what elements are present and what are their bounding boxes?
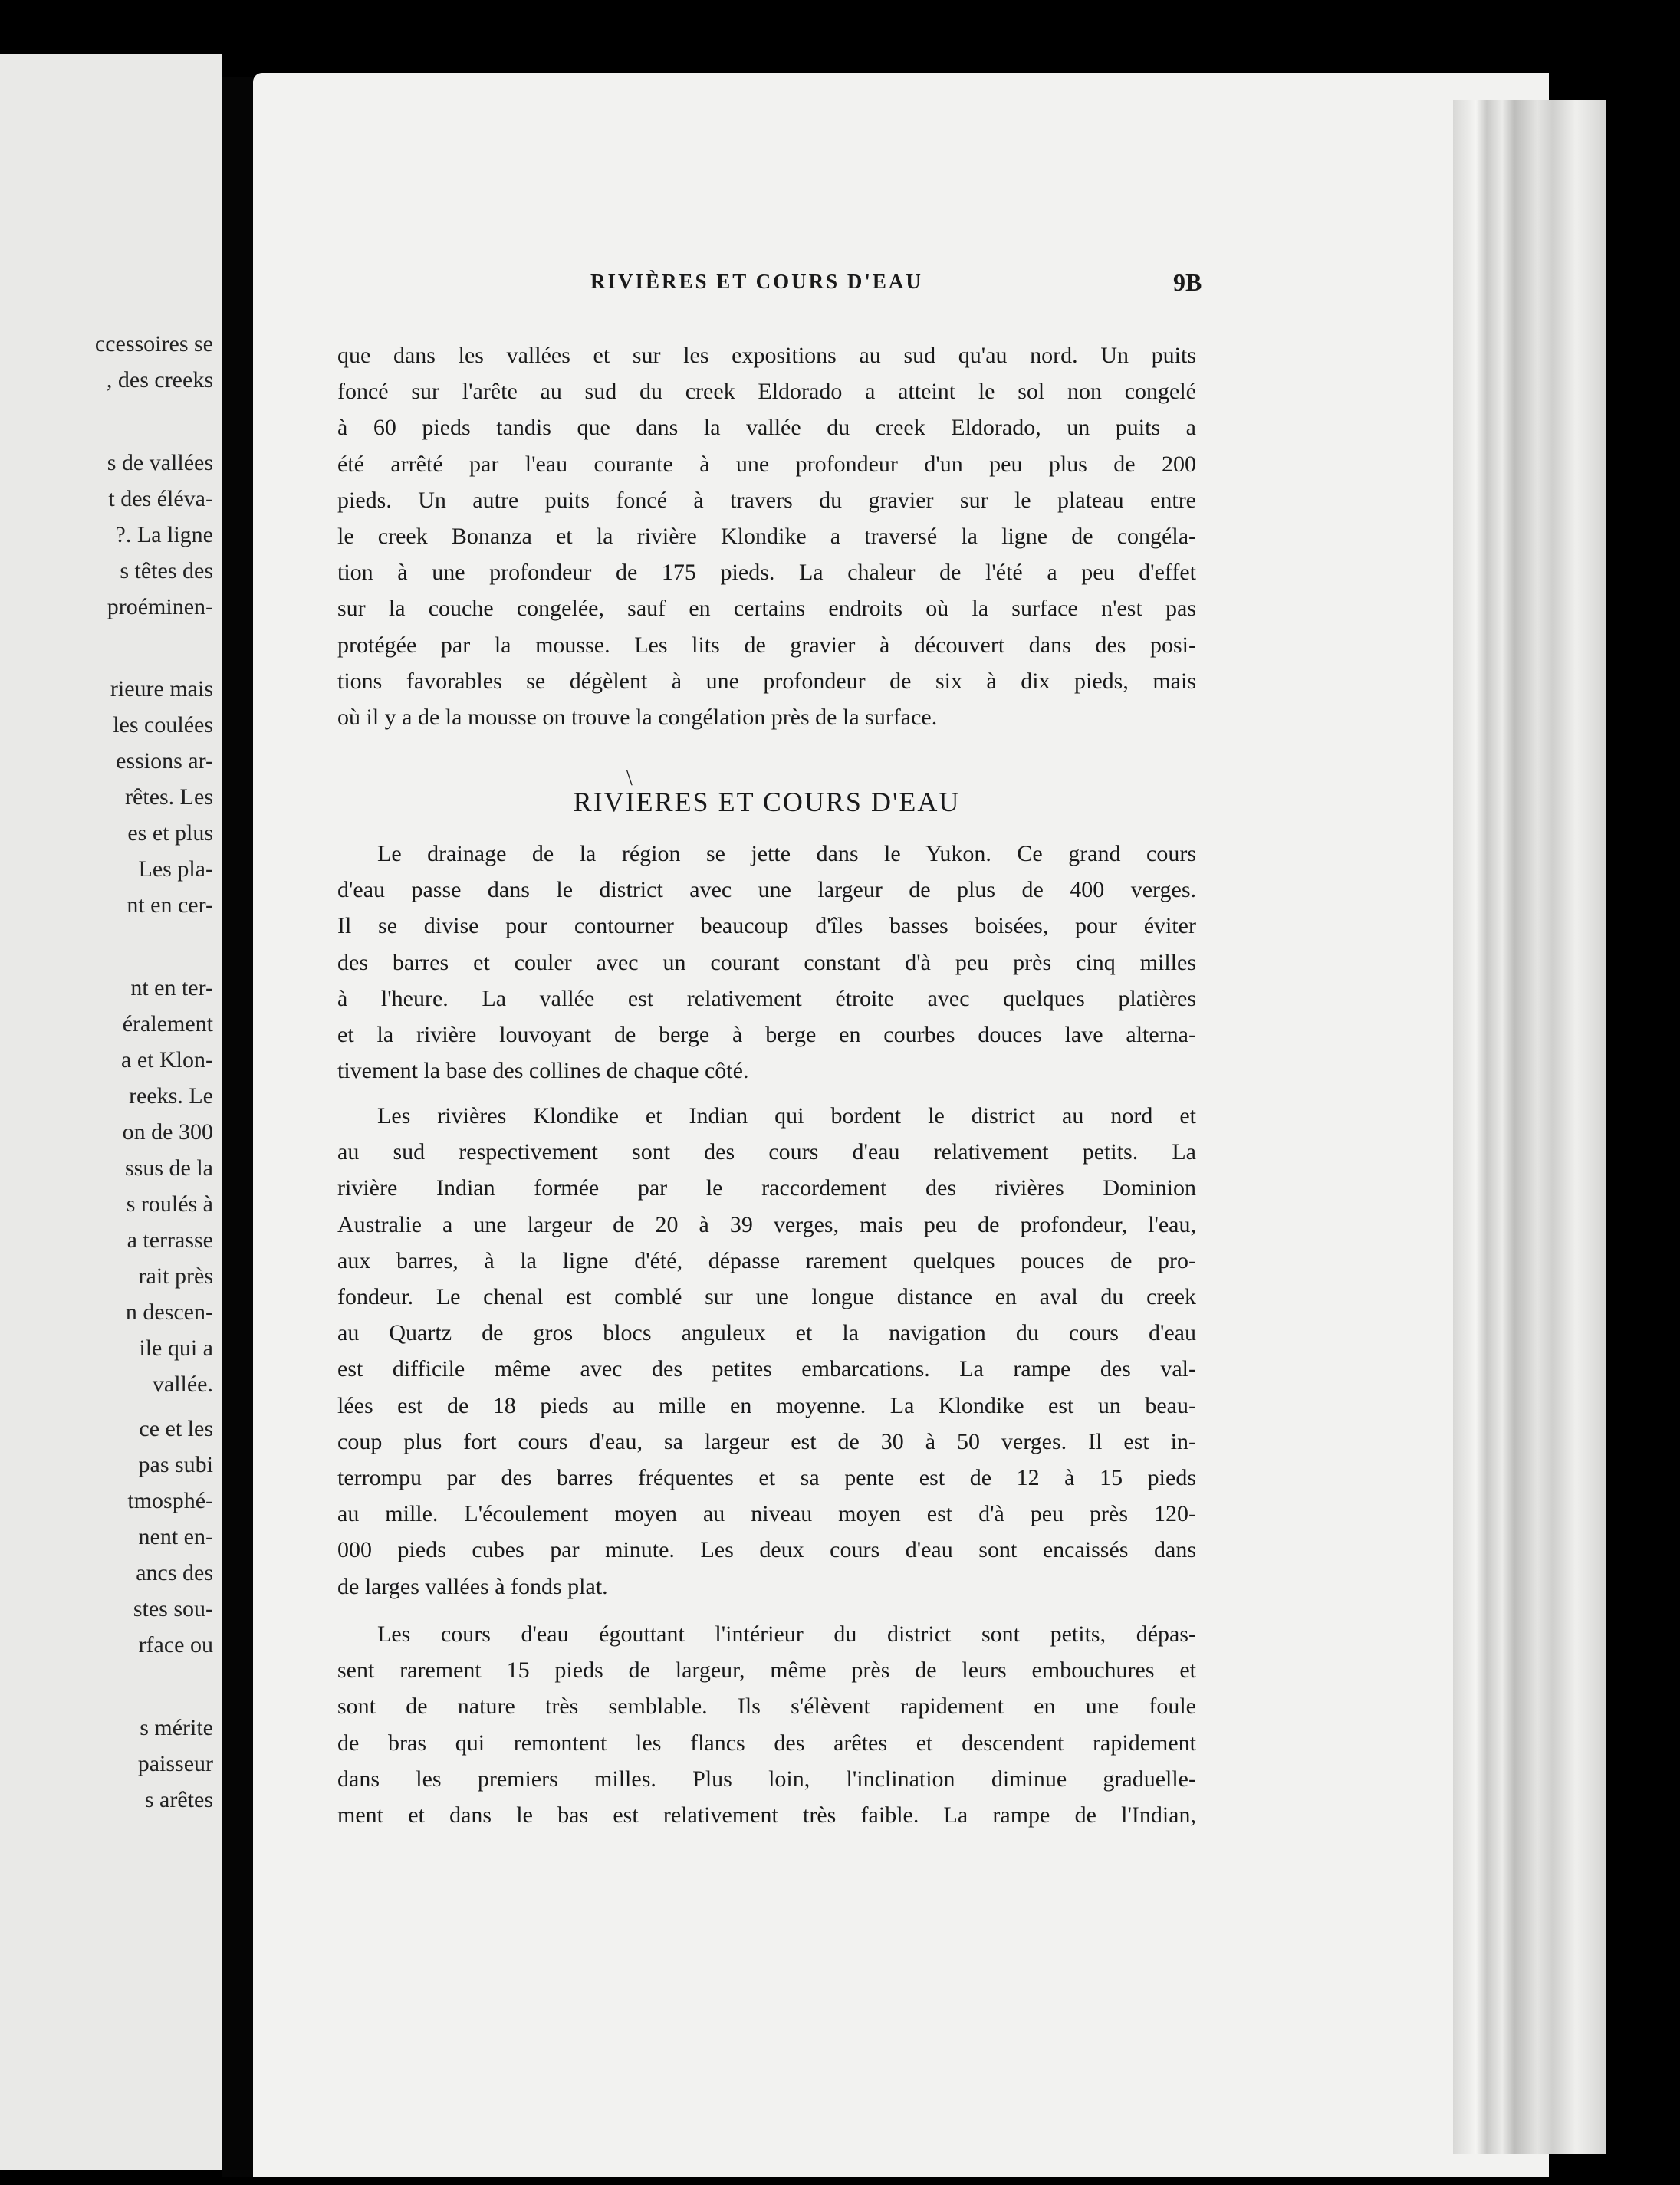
text-line: lées est de 18 pieds au mille en moyenne. La Klondike est un beau- bbox=[337, 1392, 1196, 1418]
left-page-line: nent en- bbox=[138, 1524, 213, 1549]
text-line: Australie a une largeur de 20 à 39 verges, mais peu de profondeur, l'eau, bbox=[337, 1211, 1196, 1237]
left-page-line: ssus de la bbox=[125, 1155, 213, 1181]
left-page-line: vallée. bbox=[152, 1372, 213, 1397]
left-page-line: éralement bbox=[122, 1011, 213, 1037]
left-page-line: tmosphé- bbox=[127, 1488, 213, 1513]
text-line: au mille. L'écoulement moyen au niveau moyen est d'à peu près 120- bbox=[337, 1501, 1196, 1527]
left-page-line: essions ar- bbox=[116, 748, 213, 774]
text-line: protégée par la mousse. Les lits de gravier à découvert dans des posi- bbox=[337, 632, 1196, 658]
text-line: Il se divise pour contourner beaucoup d'îles basses boisées, pour éviter bbox=[337, 913, 1196, 939]
text-line: que dans les vallées et sur les expositions au sud qu'au nord. Un puits bbox=[337, 343, 1196, 368]
text-line: aux barres, à la ligne d'été, dépasse rarement quelques pouces de pro- bbox=[337, 1247, 1196, 1273]
left-page-line: les coulées bbox=[113, 712, 213, 738]
text-line: et la rivière louvoyant de berge à berge en courbes douces lave alterna- bbox=[337, 1022, 1196, 1048]
page-number: 9B bbox=[1173, 268, 1202, 296]
text-line: d'eau passe dans le district avec une largeur de plus de 400 verges. bbox=[337, 877, 1196, 903]
left-page-line: ile qui a bbox=[139, 1336, 213, 1361]
text-line: au Quartz de gros blocs anguleux et la navigation du cours d'eau bbox=[337, 1320, 1196, 1346]
left-page-line: s de vallées bbox=[107, 450, 213, 475]
left-page-line: Les pla- bbox=[138, 856, 213, 882]
left-page-line: rêtes. Les bbox=[125, 784, 213, 810]
text-line: pieds. Un autre puits foncé à travers du gravier sur le plateau entre bbox=[337, 487, 1196, 513]
text-line: rivière Indian formée par le raccordement des rivières Dominion bbox=[337, 1175, 1196, 1201]
text-line: sent rarement 15 pieds de largeur, même près de leurs embouchures et bbox=[337, 1658, 1196, 1684]
left-page-line: nt en cer- bbox=[127, 892, 213, 918]
stray-accent-mark: \ bbox=[626, 767, 633, 790]
text-line: dans les premiers milles. Plus loin, l'inclination diminue graduelle- bbox=[337, 1766, 1196, 1792]
left-page-line: rieure mais bbox=[110, 676, 213, 702]
text-line: ment et dans le bas est relativement très faible. La rampe de l'Indian, bbox=[337, 1802, 1196, 1829]
text-line: coup plus fort cours d'eau, sa largeur est de 30 à 50 verges. Il est in- bbox=[337, 1428, 1196, 1454]
text-line: Les rivières Klondike et Indian qui bordent le district au nord et bbox=[377, 1103, 1196, 1129]
left-page-line: ccessoires se bbox=[94, 331, 213, 356]
left-page-line: es et plus bbox=[127, 820, 213, 846]
left-page-line: a et Klon- bbox=[121, 1047, 213, 1073]
left-page-line: stes sou- bbox=[133, 1596, 213, 1622]
left-page-line: ancs des bbox=[136, 1560, 213, 1585]
left-page-line: pas subi bbox=[138, 1452, 213, 1477]
left-page-line: s arêtes bbox=[144, 1787, 213, 1812]
text-line: où il y a de la mousse on trouve la congélation près de la surface. bbox=[337, 705, 938, 731]
intro-paragraph bbox=[337, 337, 1196, 735]
section-heading: RIVIERES ET COURS D'EAU bbox=[573, 787, 961, 817]
left-page-line: s mérite bbox=[140, 1715, 213, 1740]
text-line: à 60 pieds tandis que dans la vallée du creek Eldorado, un puits a bbox=[337, 415, 1196, 441]
text-line: à l'heure. La vallée est relativement étroite avec quelques platières bbox=[337, 985, 1196, 1011]
left-page-line: ce et les bbox=[139, 1416, 213, 1441]
text-line: Le drainage de la région se jette dans le Yukon. Ce grand cours bbox=[377, 841, 1196, 866]
text-line: sont de nature très semblable. Ils s'élèvent rapidement en une foule bbox=[337, 1694, 1196, 1720]
left-page-line: a terrasse bbox=[127, 1227, 213, 1253]
left-page-line: ?. La ligne bbox=[115, 522, 213, 547]
left-page-line: proéminen- bbox=[107, 594, 213, 619]
text-line: été arrêté par l'eau courante à une profondeur d'un peu plus de 200 bbox=[337, 451, 1196, 477]
text-line: 000 pieds cubes par minute. Les deux cours d'eau sont encaissés dans bbox=[337, 1537, 1196, 1563]
left-page-line: t des éléva- bbox=[108, 486, 213, 511]
text-line: de bras qui remontent les flancs des arêtes et descendent rapidement bbox=[337, 1730, 1196, 1756]
text-line: fondeur. Le chenal est comblé sur une longue distance en aval du creek bbox=[337, 1284, 1196, 1310]
text-line: le creek Bonanza et la rivière Klondike a traversé la ligne de congéla- bbox=[337, 524, 1196, 550]
left-page-line: n descen- bbox=[125, 1300, 213, 1325]
left-page-line: rface ou bbox=[138, 1632, 213, 1658]
left-page-line: s têtes des bbox=[120, 558, 213, 583]
book-gutter bbox=[222, 77, 253, 2177]
text-line: des barres et couler avec un courant constant d'à peu près cinq milles bbox=[337, 949, 1196, 975]
running-head: RIVIÈRES ET COURS D'EAU bbox=[590, 270, 923, 293]
left-page-line: reeks. Le bbox=[129, 1083, 213, 1109]
text-line: de larges vallées à fonds plat. bbox=[337, 1573, 608, 1599]
text-line: foncé sur l'arête au sud du creek Eldorado a atteint le sol non congelé bbox=[337, 379, 1196, 405]
page-edges bbox=[1453, 100, 1606, 2154]
left-facing-page bbox=[0, 54, 222, 2170]
text-line: est difficile même avec des petites embarcations. La rampe des val- bbox=[337, 1356, 1196, 1382]
left-page-line: paisseur bbox=[137, 1751, 213, 1776]
text-line: sur la couche congelée, sauf en certains endroits où la surface n'est pas bbox=[337, 596, 1196, 622]
text-line: tivement la base des collines de chaque côté. bbox=[337, 1058, 749, 1084]
left-page-line: , des creeks bbox=[106, 367, 213, 393]
paragraph-klondike-indian bbox=[337, 1098, 1196, 1605]
left-page-line: on de 300 bbox=[122, 1119, 213, 1145]
text-line: tion à une profondeur de 175 pieds. La chaleur de l'été a peu d'effet bbox=[337, 560, 1196, 586]
text-line: au sud respectivement sont des cours d'eau relativement petits. La bbox=[337, 1139, 1196, 1165]
paragraph-interior-streams bbox=[337, 1616, 1196, 1833]
text-line: terrompu par des barres fréquentes et sa pente est de 12 à 15 pieds bbox=[337, 1465, 1196, 1491]
left-page-line: rait près bbox=[138, 1263, 213, 1289]
left-page-line: s roulés à bbox=[126, 1191, 213, 1217]
paragraph-drainage bbox=[337, 836, 1196, 1089]
text-line: Les cours d'eau égouttant l'intérieur du district sont petits, dépas- bbox=[377, 1622, 1196, 1647]
left-page-line: nt en ter- bbox=[130, 975, 213, 1001]
text-line: tions favorables se dégèlent à une profondeur de six à dix pieds, mais bbox=[337, 668, 1196, 694]
